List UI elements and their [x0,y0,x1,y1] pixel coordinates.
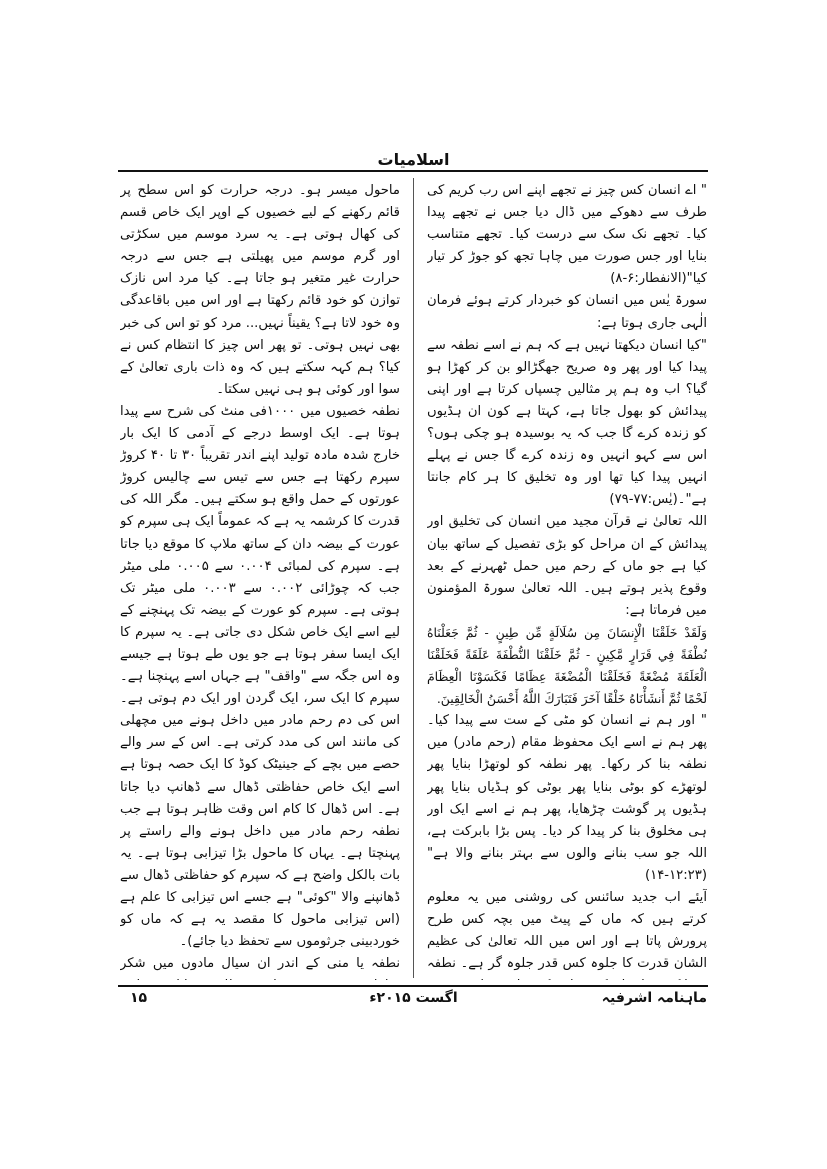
sperm-paragraph: نطفہ خصیوں میں ۱۰۰۰فی منٹ کی شرح سے پیدا ہوتا ہے۔ ایک اوسط درجے کے آدمی کا ایک بار خارج شدہ مادہ تولید اپنے اندر تقریباً ۳۰ تا ۴۰ کروڑ سپرم رکھتا ہے جس سے تیس سے چالیس کروڑ عورتوں کے حمل واقع ہو سکتے ہیں۔ مگر اللہ کی قدرت کا کرشمہ یہ ہے کہ عموماً ایک ہی سپرم کو عورت کے بیضہ دان کے ساتھ ملاپ کا موقع دیا جاتا ہے۔ سپرم کی لمبائی ۰.۰۰۴ سے ۰.۰۰۵ ملی میٹر جب کہ چوڑائی ۰.۰۰۲ سے ۰.۰۰۳ ملی میٹر تک ہوتی ہے۔ سپرم کو عورت کے بیضہ تک پہنچنے کے لیے اسے ایک خاص شکل دی جاتی ہے۔ یہ سپرم کا ایک ایسا سفر ہوتا ہے جو یوں طے ہوتا ہے جیسے وہ اس جگہ سے "واقف" ہے جہاں اسے پہنچنا ہے۔ سپرم کا ایک سر، ایک گردن اور ایک دم ہوتی ہے۔ اس کی دم رحم مادر میں داخل ہونے میں مچھلی کی مانند اس کی مدد کرتی ہے۔ اس کے سر والے حصے میں بچے کے جینیٹک کوڈ کا ایک حصہ ہوتا ہے اسے ایک خاص حفاظتی ڈھال سے ڈھانپ دیا جاتا ہے۔ اس ڈھال کا کام اس وقت ظاہر ہوتا ہے جب نطفہ رحم مادر میں داخل ہونے والے راستے پر پہنچتا ہے۔ یہاں کا ماحول بڑا تیزابی ہوتا ہے۔ یہ بات بالکل واضح ہے کہ سپرم کو حفاظتی ڈھال سے ڈھانپنے والا "کوئی" ہے جسے اس تیزابی کا علم ہے (اس تیزابی ماحول کا مقصد یہ ہے کہ ماں کو خوردبینی جرثوموں سے تحفظ دیا جائے)۔ [120,403,400,950]
arabic-verse: وَلَقَدْ خَلَقْنَا الْإِنسَانَ مِن سُلَالَةٍ مِّن طِينٍ - ثُمَّ جَعَلْنَاهُ نُطْفَةً فِي قَرَارٍ مَّكِينٍ - ثُمَّ خَلَقْنَا النُّطْفَةَ عَلَقَةً فَخَلَقْنَا الْعَلَقَةَ مُضْغَةً فَخَلَقْنَا الْمُضْغَةَ عِظَامًا فَكَسَوْنَا الْعِظَامَ لَحْمًا ثُمَّ أَنشَأْنَاهُ خَلْقًا آخَرَ فَتَبَارَكَ اللَّهُ أَحْسَنُ الْخَالِقِينَ. [427,624,707,707]
issue-date: اگست ۲۰۱۵ء [369,990,458,1006]
header-rule [118,170,708,172]
semen-paragraph: نطفہ یا منی کے اندر ان سیال مادوں میں شکر [120,956,400,972]
right-column [427,180,707,980]
page-header-title: اسلامیات [377,150,450,169]
temperature-paragraph: ماحول میسر ہو۔ درجہ حرارت کو اس سطح پر قائم رکھنے کے لیے خصیوں کے اوپر ایک خاص قسم کی کھال ہوتی ہے۔ یہ سرد موسم میں سکڑتی اور گرم موسم میں پھیلتی ہے جس سے درجہ حرارت غیر متغیر ہو جاتا ہے۔ کیا مرد اس نازک توازن کو خود قائم رکھتا ہے اور اس میں باقاعدگی وہ خود لاتا ہے؟ یقیناً نہیں... مرد کو تو اس کی خبر بھی نہیں ہوتی۔ تو پھر اس چیز کا انتظام کس نے کیا؟ ہم کہہ سکتے ہیں کہ وہ ذات باری تعالیٰ کے سوا اور کوئی ہو ہی نہیں سکتا۔ [120,183,400,397]
footer-rule [118,985,708,987]
column-divider [413,178,414,978]
verse-translation: " اور ہم نے انسان کو مٹی کے ست سے پیدا کیا۔ پھر ہم نے اسے ایک محفوظ مقام (رحم مادر) میں نطفہ بنا کر رکھا۔ پھر نطفہ کو لوتھڑا بنایا پھر لوتھڑے کو بوٹی بنایا پھر بوٹی کو ہڈیاں بنایا پھر ہڈیوں پر گوشت چڑھایا، پھر ہم نے اسے ایک اور ہی مخلوق بنا کر پیدا کر دیا۔ پس بڑا بابرکت ہے، اللہ جو سب بنانے والوں سے بہتر بنانے والا ہے"(۱۲:۲۳-۱۴) [427,713,707,883]
science-paragraph: آیئے اب جدید سائنس کی روشنی میں یہ معلوم کرتے ہیں کہ ماں کے پیٹ میں بچہ کس طرح پرورش پاتا ہے اور اس میں اللہ تعالیٰ کی عظیم الشان قدرت کا جلوہ کس قدر جلوہ گر ہے۔ نطفہ [427,890,707,972]
page-number: ۱۵ [130,990,148,1006]
muminun-intro: اللہ تعالیٰ نے قرآن مجید میں انسان کی تخلیق اور پیدائش کے ان مراحل کو بڑی تفصیل کے ساتھ بیان کیا ہے جو ماں کے رحم میں حمل ٹھہرنے کے بعد وقوع پذیر ہوتے ہیں۔ اللہ تعالیٰ سورۃ المؤمنون میں فرماتا ہے: [427,514,707,618]
magazine-name: ماہنامہ اشرفیہ [601,990,707,1006]
quote-yasin: "کیا انسان دیکھتا نہیں ہے کہ ہم نے اسے نطفہ سے پیدا کیا اور پھر وہ صریح جھگڑالو بن کر کھڑا ہو گیا؟ اب وہ ہم پر مثالیں چسپاں کرتا ہے اور اپنی پیدائش کو بھول جاتا ہے، کہتا ہے کون ان ہڈیوں کو زندہ کرے گا جب کہ یہ بوسیدہ ہو چکی ہوں؟ اس سے کہو انہیں وہ زندہ کرے گا جس نے پہلے انہیں پیدا کیا تھا اور وہ تخلیق کا ہر کام جانتا ہے"۔(یٰس:۷۷-۷۹) [427,337,707,508]
yasin-intro: سورۃ یٰس میں انسان کو خبردار کرتے ہوئے فرمان الٰہی جاری ہوتا ہے: [427,293,707,331]
quote-infitar: " اے انسان کس چیز نے تجھے اپنے اس رب کریم کی طرف سے دھوکے میں ڈال دیا جس نے تجھے پیدا کیا۔ تجھے نک سک سے درست کیا۔ تجھے متناسب بنایا اور جس صورت میں چاہا تجھ کو جوڑ کر تیار کیا"(الانفطار:۶-۸) [427,183,707,287]
left-column [120,180,400,980]
